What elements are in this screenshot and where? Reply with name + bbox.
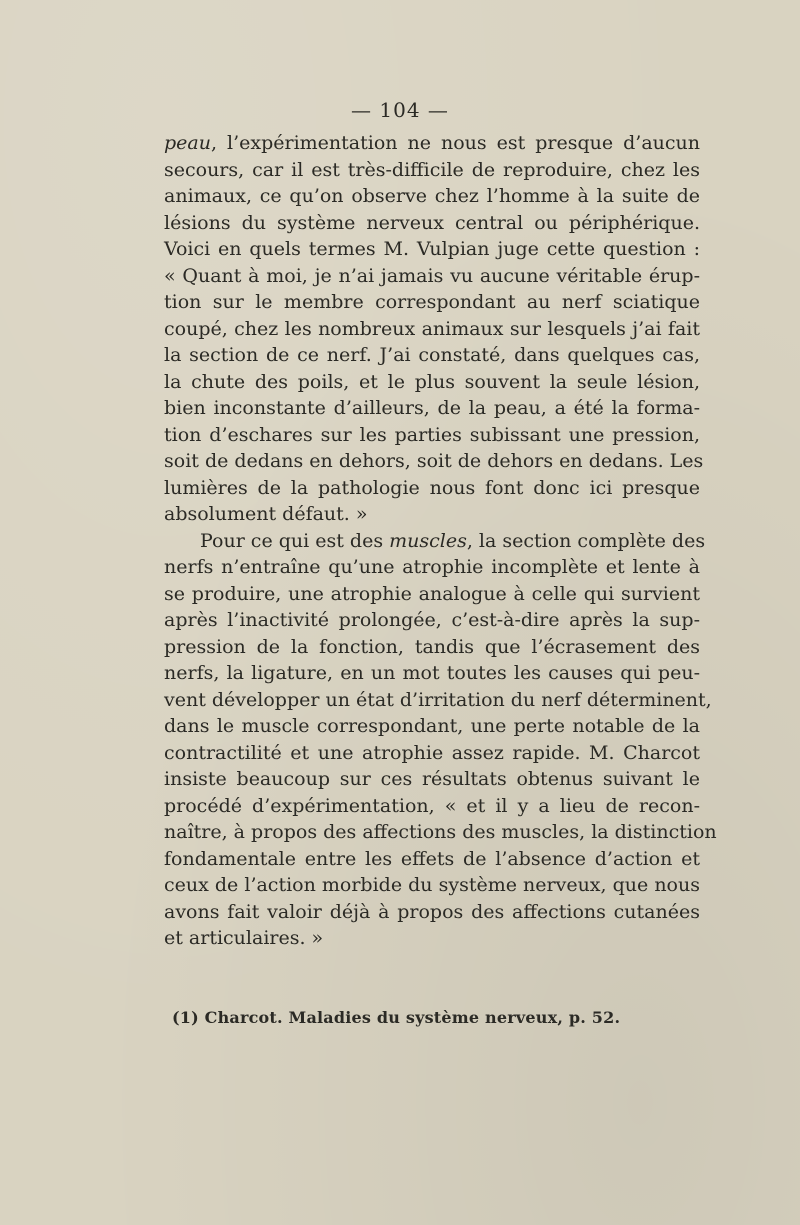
text-line: naître, à propos des affections des muscles, la distinction: [164, 821, 717, 843]
text-line: coupé, chez les nombreux animaux sur lesquels j’ai fait: [164, 317, 700, 340]
text-line: lésions du système nerveux central ou périphérique.: [164, 211, 700, 234]
text-line: lumières de la pathologie nous font donc ici presque: [164, 476, 700, 499]
text-line: pression de la fonction, tandis que l’écrasement des: [164, 635, 700, 658]
text-line: tion d’eschares sur les parties subissant une pression,: [164, 423, 700, 446]
page-number: — 104 —: [351, 98, 449, 122]
text-line: animaux, ce qu’on observe chez l’homme à la suite de: [164, 185, 700, 207]
text-line: la section de ce nerf. J’ai constaté, dans quelques cas,: [164, 344, 700, 366]
italic-word: muscles: [389, 529, 467, 552]
text-line: « Quant à moi, je n’ai jamais vu aucune véritable érup-: [164, 264, 700, 287]
text-line: vent développer un état d’irritation du nerf déterminent,: [164, 688, 712, 711]
text-line: fondamentale entre les effets de l’absence d’action et: [164, 847, 700, 870]
text-line: absolument défaut. »: [164, 503, 368, 525]
text-line: bien inconstante d’ailleurs, de la peau, a été la forma-: [164, 397, 700, 419]
text-line: insiste beaucoup sur ces résultats obtenus suivant le: [164, 768, 700, 790]
footnote: (1) Charcot. Maladies du système nerveux, p. 52.: [172, 1008, 621, 1027]
text-line: soit de dedans en dehors, soit de dehors en dedans. Les: [164, 450, 704, 472]
text-line: dans le muscle correspondant, une perte notable de la: [164, 715, 700, 737]
text-line: ceux de l’action morbide du système nerveux, que nous: [164, 874, 700, 896]
text-line: secours, car il est très-difficile de reproduire, chez les: [164, 158, 700, 181]
text-line: avons fait valoir déjà à propos des affections cutanées: [164, 900, 700, 923]
text-line: Voici en quels termes M. Vulpian juge cette question :: [164, 238, 700, 260]
body-text: [164, 130, 717, 952]
text-line: après l’inactivité prolongée, c’est-à-dire après la sup-: [164, 609, 700, 631]
text-line: Pour ce qui est des muscles, la section complète des: [200, 529, 706, 552]
text-line: procédé d’expérimentation, « et il y a lieu de recon-: [164, 794, 700, 817]
text-line: nerfs n’entraîne qu’une atrophie incomplète et lente à: [164, 556, 700, 578]
text-line: et articulaires. »: [164, 927, 324, 949]
text-line: peau, l’expérimentation ne nous est presque d’aucun: [164, 132, 700, 154]
text-line: nerfs, la ligature, en un mot toutes les causes qui peu-: [164, 662, 700, 684]
text-line: contractilité et une atrophie assez rapide. M. Charcot: [164, 741, 700, 764]
italic-word: peau: [164, 132, 211, 154]
text-line: la chute des poils, et le plus souvent la seule lésion,: [164, 370, 700, 393]
text-line: tion sur le membre correspondant au nerf sciatique: [164, 291, 700, 313]
text-line: se produire, une atrophie analogue à celle qui survient: [164, 582, 700, 605]
